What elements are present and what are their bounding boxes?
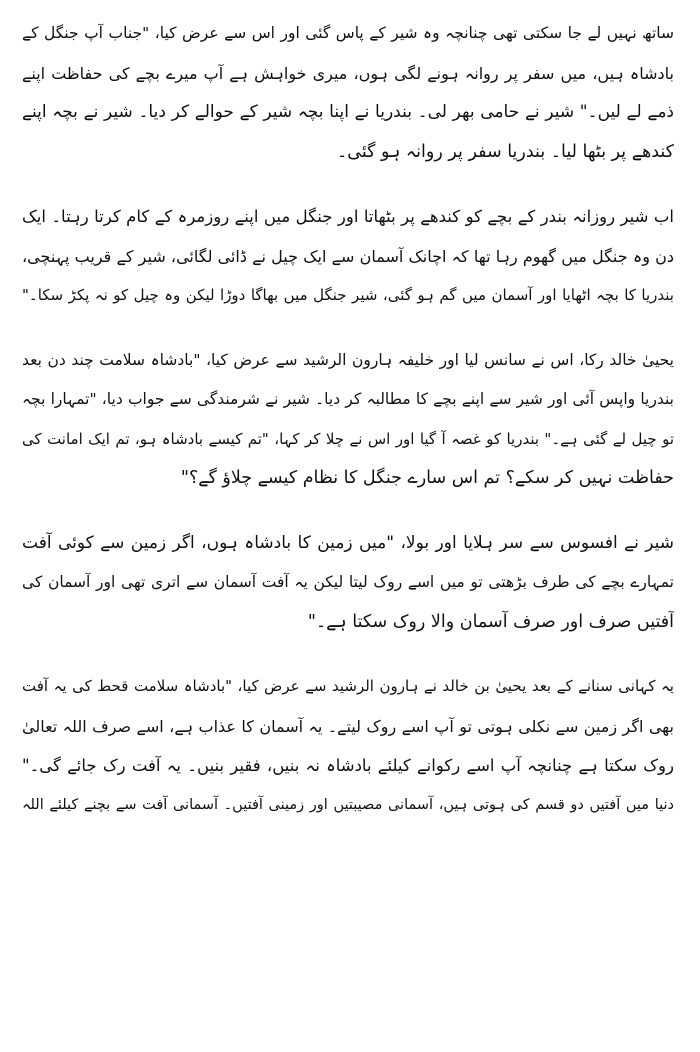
text-line: دن وہ جنگل میں گھوم رہا تھا کہ اچانک آسمان سے ایک چیل نے ڈائی لگائی، شیر کے قریب پہنچی،: [22, 246, 674, 266]
text-line: بھی اگر زمین سے نکلی ہوتی تو آپ اسے روک لیتے۔ یہ آسمان کا عذاب ہے، اسے صرف اللہ تعالیٰ: [22, 716, 674, 736]
paragraph-2: [22, 197, 674, 316]
text-line: بندریا واپس آئی اور شیر سے اپنے بچے کا مطالبہ کر دیا۔ شیر نے شرمندگی سے جواب دیا، "تمہارا بچہ: [22, 390, 674, 408]
text-line: اب شیر روزانہ بندر کے بچے کو کندھے پر بٹھاتا اور جنگل میں اپنے روزمرہ کے کام کرتا رہتا۔ ایک: [22, 207, 674, 226]
text-line: بندریا کا بچہ اٹھایا اور آسمان میں گم ہو گئی، شیر جنگل میں بھاگا دوڑا لیکن وہ چیل کو نہ پکڑ سکا۔": [22, 286, 674, 304]
text-line: یہ کہانی سنانے کے بعد یحییٰ بن خالد نے ہارون الرشید سے عرض کیا، "بادشاہ سلامت قحط کی یہ آفت: [22, 677, 674, 695]
paragraph-1: [22, 14, 674, 172]
text-line: ساتھ نہیں لے جا سکتی تھی چنانچہ وہ شیر کے پاس گئی اور اس سے عرض کیا، "جناب آپ جنگل کے: [22, 24, 674, 42]
paragraph-4: [22, 524, 674, 643]
text-line: تمہارے بچے کی طرف بڑھتی تو میں اسے روک لیتا لیکن یہ آفت آسمان سے اتری تھی اور آسمان کی: [22, 573, 674, 591]
document-page: [22, 14, 674, 850]
text-line: یحییٰ خالد رکا، اس نے سانس لیا اور خلیفہ ہارون الرشید سے عرض کیا، "بادشاہ سلامت چند دن بعد: [22, 350, 674, 369]
text-line: بادشاہ ہیں، میں سفر پر روانہ ہونے لگی ہوں، میری خواہش ہے آپ میرے بچے کی حفاظت اپنے: [22, 63, 674, 83]
text-line: ذمے لے لیں۔" شیر نے حامی بھر لی۔ بندریا نے اپنا بچہ شیر کے حوالے کر دیا۔ شیر نے بچہ اپنے: [22, 102, 674, 122]
text-line: تو چیل لے گئی ہے۔" بندریا کو غصہ آ گیا اور اس نے چلا کر کہا، "تم کیسے بادشاہ ہو، تم ایک امانت کی: [22, 429, 674, 448]
paragraph-3: [22, 341, 674, 499]
text-line: حفاظت نہیں کر سکے؟ تم اس سارے جنگل کا نظام کیسے چلاؤ گے؟": [180, 468, 674, 488]
paragraph-5: [22, 667, 674, 825]
text-line: کندھے پر بٹھا لیا۔ بندریا سفر پر روانہ ہو گئی۔: [337, 141, 674, 162]
text-line: آفتیں صرف اور صرف آسمان والا روک سکتا ہے۔": [307, 611, 674, 632]
text-line: روک سکتا ہے چنانچہ آپ اسے رکوانے کیلئے بادشاہ نہ بنیں، فقیر بنیں۔ یہ آفت رک جائے گی۔": [22, 756, 674, 775]
text-line: شیر نے افسوس سے سر ہلایا اور بولا، "میں زمین کا بادشاہ ہوں، اگر زمین سے کوئی آفت: [22, 532, 674, 553]
text-line: دنیا میں آفتیں دو قسم کی ہوتی ہیں، آسمانی مصیبتیں اور زمینی آفتیں۔ آسمانی آفت سے بچنے کیلئے اللہ: [22, 796, 674, 813]
